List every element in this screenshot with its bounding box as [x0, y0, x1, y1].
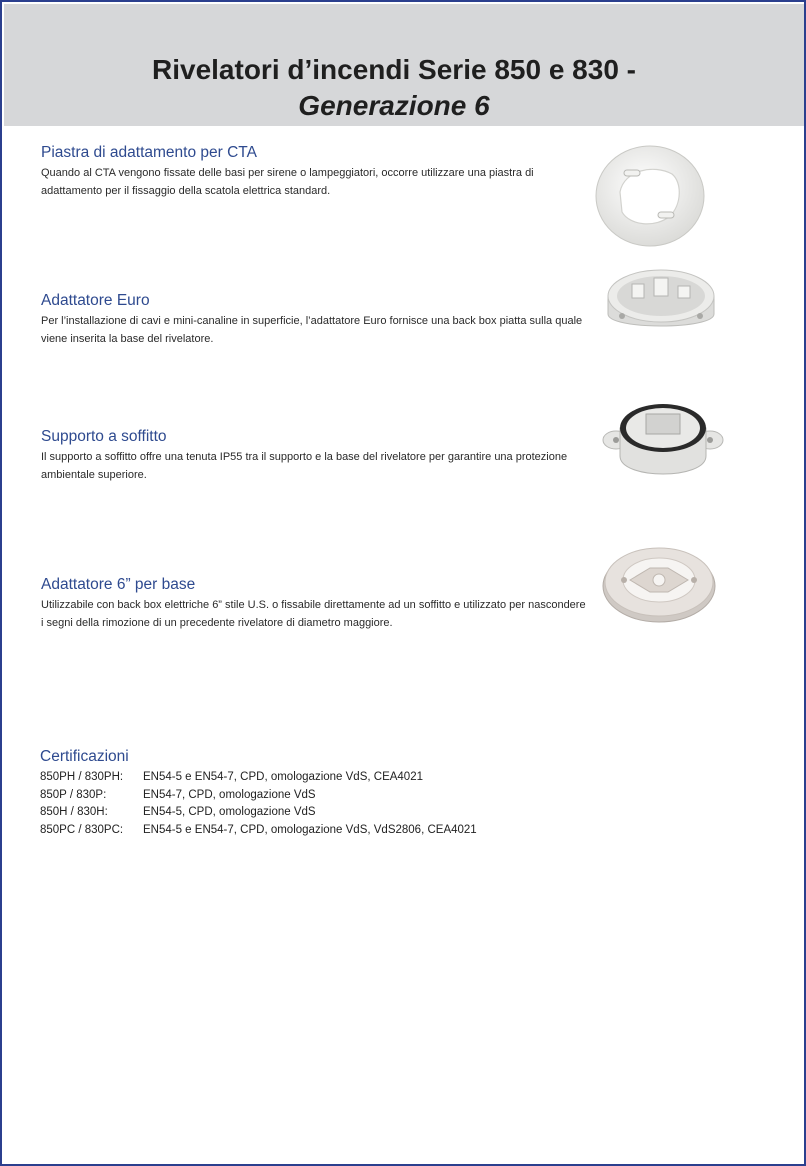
section-body: Per l’installazione di cavi e mini-canaline in superficie, l’adattatore Euro fornisce una back box piatta sulla quale viene inserita la base del rivelatore. [41, 315, 583, 345]
cert-standards: EN54-5, CPD, omologazione VdS [143, 806, 316, 818]
page-title [4, 52, 784, 124]
section-title: Piastra di adattamento per CTA [41, 144, 257, 161]
euro-adapter-image [602, 258, 720, 342]
section-body: Utilizzabile con back box elettriche 6” stile U.S. o fissabile direttamente ad un soffitto e utilizzato per nascondere i segni della rimozione di un precedente rivelatore di diametro maggiore. [41, 599, 586, 629]
cert-model: 850H / 830H: [40, 806, 108, 818]
section-title: Adattatore Euro [41, 292, 150, 309]
section-ceiling-mount [41, 427, 586, 484]
section-body: Quando al CTA vengono fissate delle basi per sirene o lampeggiatori, occorre utilizzare una piastra di adattamento per il fissaggio della scatola elettrica standard. [41, 167, 534, 197]
certifications-title: Certificazioni [40, 748, 129, 765]
base-adapter-6in-image [600, 540, 718, 626]
title-banner [4, 4, 804, 126]
section-title: Adattatore 6” per base [41, 576, 196, 593]
section-cta-plate [41, 143, 586, 200]
table-row [40, 769, 477, 787]
certifications-table [40, 769, 477, 839]
cta-adapter-plate-image [590, 140, 710, 250]
cert-model: 850PH / 830PH: [40, 771, 124, 783]
table-row [40, 822, 477, 840]
table-row [40, 804, 477, 822]
table-row [40, 787, 477, 805]
cert-model: 850P / 830P: [40, 788, 107, 801]
page-title-line1: Rivelatori d’incendi Serie 850 e 830 - [152, 54, 636, 85]
ceiling-mount-image [602, 394, 724, 486]
section-title: Supporto a soffitto [41, 428, 167, 445]
cert-standards: EN54-5 e EN54-7, CPD, omologazione VdS, CEA4021 [143, 771, 423, 783]
cert-model: 850PC / 830PC: [40, 823, 124, 836]
cert-standards: EN54-7, CPD, omologazione VdS [143, 788, 316, 801]
section-euro-adapter [41, 291, 586, 348]
section-body: Il supporto a soffitto offre una tenuta IP55 tra il supporto e la base del rivelatore per garantire una protezione ambientale superiore. [41, 451, 568, 481]
cert-standards: EN54-5 e EN54-7, CPD, omologazione VdS, VdS2806, CEA4021 [143, 823, 477, 836]
section-6in-base-adapter [41, 575, 586, 632]
page-title-line2: Generazione 6 [298, 90, 490, 121]
